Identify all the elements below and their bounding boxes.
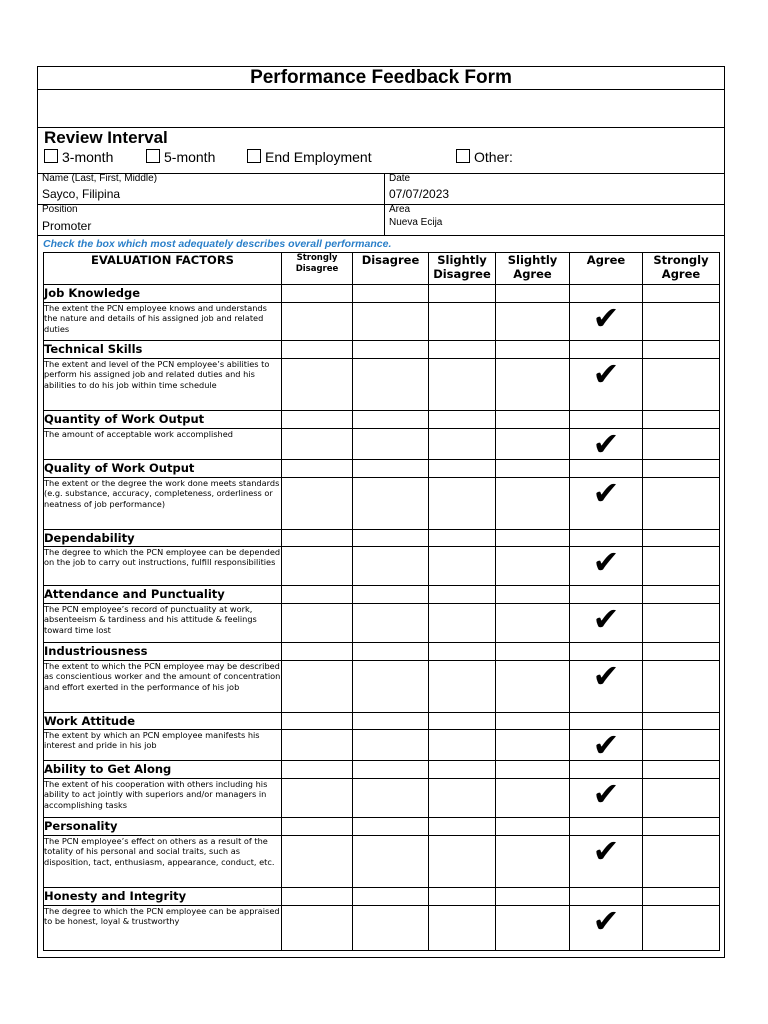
factor-description: The amount of acceptable work accomplished: [44, 429, 282, 460]
position-value: Promoter: [42, 219, 92, 233]
blank-cell: [496, 713, 570, 730]
factor-description-row: [44, 547, 720, 586]
factor-description-row: [44, 604, 720, 643]
blank-cell: [353, 761, 429, 779]
rating-cell-strongly-disagree[interactable]: [282, 779, 353, 818]
check-mark-icon: ✔: [592, 600, 620, 638]
rating-cell-agree[interactable]: [570, 425, 643, 463]
rating-cell-strongly-disagree[interactable]: [282, 429, 353, 460]
rating-cell-strongly-agree[interactable]: [643, 779, 720, 818]
rating-cell-strongly-disagree[interactable]: [282, 359, 353, 411]
blank-cell: [643, 713, 720, 730]
form-title: Performance Feedback Form: [38, 67, 724, 90]
rating-cell-disagree[interactable]: [353, 779, 429, 818]
rating-cell-slightly-agree[interactable]: [496, 779, 570, 818]
blank-cell: [353, 411, 429, 429]
rating-cell-strongly-disagree[interactable]: [282, 478, 353, 530]
blank-row: [38, 89, 724, 128]
name-cell[interactable]: [38, 173, 385, 204]
factor-description: The extent of his cooperation with others including his ability to act jointly with superiors and/or managers in accomplishing tasks: [44, 779, 282, 818]
rating-cell-slightly-disagree[interactable]: [429, 661, 496, 713]
rating-cell-strongly-agree[interactable]: [643, 478, 720, 530]
factor-name-attendance-and-punctuality: Attendance and Punctuality: [44, 586, 282, 604]
rating-cell-slightly-agree[interactable]: [496, 604, 570, 643]
rating-cell-agree[interactable]: [570, 474, 643, 530]
factor-description-row: [44, 429, 720, 460]
blank-cell: [643, 411, 720, 429]
rating-cell-disagree[interactable]: [353, 906, 429, 951]
blank-cell: [643, 818, 720, 836]
factor-name-quantity-of-work-output: Quantity of Work Output: [44, 411, 282, 429]
performance-feedback-form: [37, 66, 725, 958]
blank-cell: [496, 285, 570, 303]
table-header-row: [44, 253, 720, 285]
rating-cell-strongly-disagree[interactable]: [282, 303, 353, 341]
rating-cell-slightly-agree[interactable]: [496, 429, 570, 460]
blank-cell: [496, 888, 570, 906]
factor-name-quality-of-work-output: Quality of Work Output: [44, 460, 282, 478]
option-5-month-label: 5-month: [164, 149, 216, 165]
option-end-employment-label: End Employment: [265, 149, 372, 165]
factor-description-row: [44, 478, 720, 530]
rating-cell-slightly-disagree[interactable]: [429, 730, 496, 761]
check-mark-icon: ✔: [592, 775, 620, 813]
blank-cell: [429, 285, 496, 303]
rating-cell-agree[interactable]: [570, 775, 643, 818]
option-other[interactable]: [456, 148, 513, 166]
area-value: Nueva Ecija: [389, 217, 443, 228]
blank-cell: [643, 643, 720, 661]
factor-description: The extent by which an PCN employee manifests his interest and pride in his job: [44, 730, 282, 761]
blank-cell: [643, 761, 720, 779]
factor-description: The extent to which the PCN employee may be described as conscientious worker and the amount of concentration and effort exerted in the performance of his job: [44, 661, 282, 713]
evaluation-body: [44, 285, 720, 951]
factor-description-row: [44, 303, 720, 341]
check-mark-icon: ✔: [592, 543, 620, 581]
blank-cell: [496, 761, 570, 779]
blank-cell: [429, 643, 496, 661]
header-evaluation-factors: EVALUATION FACTORS: [44, 253, 282, 285]
blank-cell: [496, 341, 570, 359]
rating-cell-strongly-agree[interactable]: [643, 730, 720, 761]
instruction-text: Check the box which most adequately describes overall performance.: [43, 238, 392, 250]
blank-cell: [353, 460, 429, 478]
option-end-employment[interactable]: [247, 148, 372, 166]
blank-cell: [496, 530, 570, 547]
factor-description: The extent and level of the PCN employee’s abilities to perform his assigned job and related duties and his abilities to do his job within time schedule: [44, 359, 282, 411]
option-3-month-label: 3-month: [62, 149, 114, 165]
header-disagree: Disagree: [353, 253, 429, 285]
factor-description-row: [44, 359, 720, 411]
header-strongly-agree: Strongly Agree: [643, 253, 720, 285]
blank-cell: [496, 586, 570, 604]
blank-cell: [282, 411, 353, 429]
position-area-row: [38, 204, 724, 236]
rating-cell-disagree[interactable]: [353, 730, 429, 761]
rating-cell-disagree[interactable]: [353, 836, 429, 888]
blank-cell: [429, 460, 496, 478]
blank-cell: [353, 713, 429, 730]
rating-cell-slightly-agree[interactable]: [496, 547, 570, 586]
blank-cell: [282, 341, 353, 359]
rating-cell-disagree[interactable]: [353, 359, 429, 411]
factor-name-ability-to-get-along: Ability to Get Along: [44, 761, 282, 779]
rating-cell-slightly-agree[interactable]: [496, 359, 570, 411]
rating-cell-slightly-agree[interactable]: [496, 303, 570, 341]
rating-cell-agree[interactable]: [570, 299, 643, 341]
rating-cell-strongly-disagree[interactable]: [282, 604, 353, 643]
name-value: Sayco, Filipina: [42, 187, 121, 201]
blank-cell: [282, 713, 353, 730]
rating-cell-disagree[interactable]: [353, 303, 429, 341]
blank-cell: [353, 530, 429, 547]
rating-cell-strongly-agree[interactable]: [643, 661, 720, 713]
rating-cell-agree[interactable]: [570, 355, 643, 411]
rating-cell-slightly-disagree[interactable]: [429, 478, 496, 530]
blank-cell: [282, 643, 353, 661]
check-mark-icon: ✔: [592, 474, 620, 512]
rating-cell-slightly-disagree[interactable]: [429, 547, 496, 586]
position-label: Position: [42, 204, 78, 215]
rating-cell-disagree[interactable]: [353, 478, 429, 530]
factor-name-dependability: Dependability: [44, 530, 282, 547]
factor-description: The degree to which the PCN employee can be depended on the job to carry out instructions, fulfill responsibilities: [44, 547, 282, 586]
review-interval-section: [38, 127, 724, 174]
check-mark-icon: ✔: [592, 425, 620, 463]
blank-cell: [429, 341, 496, 359]
rating-cell-disagree[interactable]: [353, 661, 429, 713]
option-5-month[interactable]: [146, 148, 215, 166]
rating-cell-disagree[interactable]: [353, 429, 429, 460]
rating-cell-strongly-disagree[interactable]: [282, 547, 353, 586]
blank-cell: [353, 285, 429, 303]
header-slightly-disagree: Slightly Disagree: [429, 253, 496, 285]
blank-cell: [282, 586, 353, 604]
blank-cell: [282, 460, 353, 478]
factor-name-technical-skills: Technical Skills: [44, 341, 282, 359]
blank-cell: [282, 818, 353, 836]
rating-cell-strongly-agree[interactable]: [643, 604, 720, 643]
rating-cell-slightly-agree[interactable]: [496, 906, 570, 951]
factor-name-honesty-and-integrity: Honesty and Integrity: [44, 888, 282, 906]
blank-cell: [353, 586, 429, 604]
blank-cell: [643, 460, 720, 478]
factor-description: The PCN employee’s record of punctuality at work, absenteeism & tardiness and his attitude & feelings toward time lost: [44, 604, 282, 643]
blank-cell: [429, 761, 496, 779]
checkbox-3-month[interactable]: [44, 149, 58, 163]
rating-cell-slightly-disagree[interactable]: [429, 303, 496, 341]
date-value: 07/07/2023: [389, 187, 450, 201]
rating-cell-disagree[interactable]: [353, 604, 429, 643]
factor-name-job-knowledge: Job Knowledge: [44, 285, 282, 303]
rating-cell-agree[interactable]: [570, 902, 643, 951]
name-label: Name (Last, First, Middle): [42, 173, 158, 184]
rating-cell-slightly-disagree[interactable]: [429, 429, 496, 460]
checkbox-5-month[interactable]: [146, 149, 160, 163]
blank-cell: [282, 530, 353, 547]
header-slightly-agree: Slightly Agree: [496, 253, 570, 285]
rating-cell-slightly-agree[interactable]: [496, 836, 570, 888]
blank-cell: [429, 888, 496, 906]
blank-cell: [282, 285, 353, 303]
blank-cell: [429, 530, 496, 547]
blank-cell: [282, 761, 353, 779]
check-mark-icon: ✔: [592, 657, 620, 695]
checkbox-end-employment[interactable]: [247, 149, 261, 163]
blank-cell: [643, 285, 720, 303]
blank-cell: [429, 411, 496, 429]
factor-description-row: [44, 661, 720, 713]
rating-cell-strongly-agree[interactable]: [643, 906, 720, 951]
factor-description-row: [44, 730, 720, 761]
header-strongly-disagree: Strongly Disagree: [282, 253, 353, 285]
rating-cell-agree[interactable]: [570, 726, 643, 764]
blank-cell: [643, 341, 720, 359]
blank-cell: [282, 888, 353, 906]
position-cell[interactable]: [38, 204, 385, 235]
rating-cell-slightly-agree[interactable]: [496, 730, 570, 761]
blank-cell: [643, 586, 720, 604]
factor-description: The extent the PCN employee knows and understands the nature and details of his assigned job and related duties: [44, 303, 282, 341]
rating-cell-slightly-agree[interactable]: [496, 661, 570, 713]
rating-cell-agree[interactable]: [570, 600, 643, 643]
blank-cell: [429, 818, 496, 836]
option-3-month[interactable]: [44, 148, 113, 166]
blank-cell: [429, 713, 496, 730]
rating-cell-slightly-disagree[interactable]: [429, 836, 496, 888]
rating-cell-strongly-agree[interactable]: [643, 359, 720, 411]
factor-description-row: [44, 836, 720, 888]
date-cell[interactable]: [385, 173, 724, 204]
rating-cell-agree[interactable]: [570, 832, 643, 888]
factor-name-industriousness: Industriousness: [44, 643, 282, 661]
rating-cell-strongly-disagree[interactable]: [282, 661, 353, 713]
option-other-label: Other:: [474, 149, 513, 165]
rating-cell-strongly-disagree[interactable]: [282, 906, 353, 951]
blank-cell: [643, 530, 720, 547]
checkbox-other[interactable]: [456, 149, 470, 163]
name-date-row: [38, 173, 724, 205]
area-label: Area: [389, 204, 411, 215]
rating-cell-strongly-agree[interactable]: [643, 429, 720, 460]
rating-cell-strongly-agree[interactable]: [643, 547, 720, 586]
check-mark-icon: ✔: [592, 299, 620, 337]
blank-cell: [353, 818, 429, 836]
blank-cell: [496, 643, 570, 661]
header-agree: Agree: [570, 253, 643, 285]
factor-description: The degree to which the PCN employee can be appraised to be honest, loyal & trustworthy: [44, 906, 282, 951]
rating-cell-slightly-disagree[interactable]: [429, 604, 496, 643]
check-mark-icon: ✔: [592, 355, 620, 393]
factor-description-row: [44, 779, 720, 818]
rating-cell-slightly-disagree[interactable]: [429, 906, 496, 951]
factor-name-work-attitude: Work Attitude: [44, 713, 282, 730]
evaluation-table: [43, 252, 720, 951]
date-label: Date: [389, 173, 411, 184]
area-cell[interactable]: [385, 204, 724, 235]
blank-cell: [353, 888, 429, 906]
blank-cell: [496, 460, 570, 478]
rating-cell-strongly-disagree[interactable]: [282, 730, 353, 761]
factor-description: The extent or the degree the work done meets standards (e.g. substance, accuracy, completeness, orderliness or neatness of job performance): [44, 478, 282, 530]
rating-cell-agree[interactable]: [570, 543, 643, 586]
check-mark-icon: ✔: [592, 832, 620, 870]
factor-name-personality: Personality: [44, 818, 282, 836]
rating-cell-disagree[interactable]: [353, 547, 429, 586]
rating-cell-agree[interactable]: [570, 657, 643, 713]
check-mark-icon: ✔: [592, 726, 620, 764]
blank-cell: [353, 341, 429, 359]
blank-cell: [496, 411, 570, 429]
factor-description-row: [44, 906, 720, 951]
review-interval-title: Review Interval: [44, 128, 168, 147]
rating-cell-strongly-agree[interactable]: [643, 836, 720, 888]
rating-cell-slightly-agree[interactable]: [496, 478, 570, 530]
rating-cell-slightly-disagree[interactable]: [429, 779, 496, 818]
blank-cell: [429, 586, 496, 604]
factor-description: The PCN employee’s effect on others as a result of the totality of his personal and social traits, such as disposition, tact, enthusiasm, appearance, conduct, etc.: [44, 836, 282, 888]
blank-cell: [353, 643, 429, 661]
rating-cell-strongly-disagree[interactable]: [282, 836, 353, 888]
check-mark-icon: ✔: [592, 902, 620, 940]
blank-cell: [643, 888, 720, 906]
blank-cell: [496, 818, 570, 836]
rating-cell-strongly-agree[interactable]: [643, 303, 720, 341]
rating-cell-slightly-disagree[interactable]: [429, 359, 496, 411]
